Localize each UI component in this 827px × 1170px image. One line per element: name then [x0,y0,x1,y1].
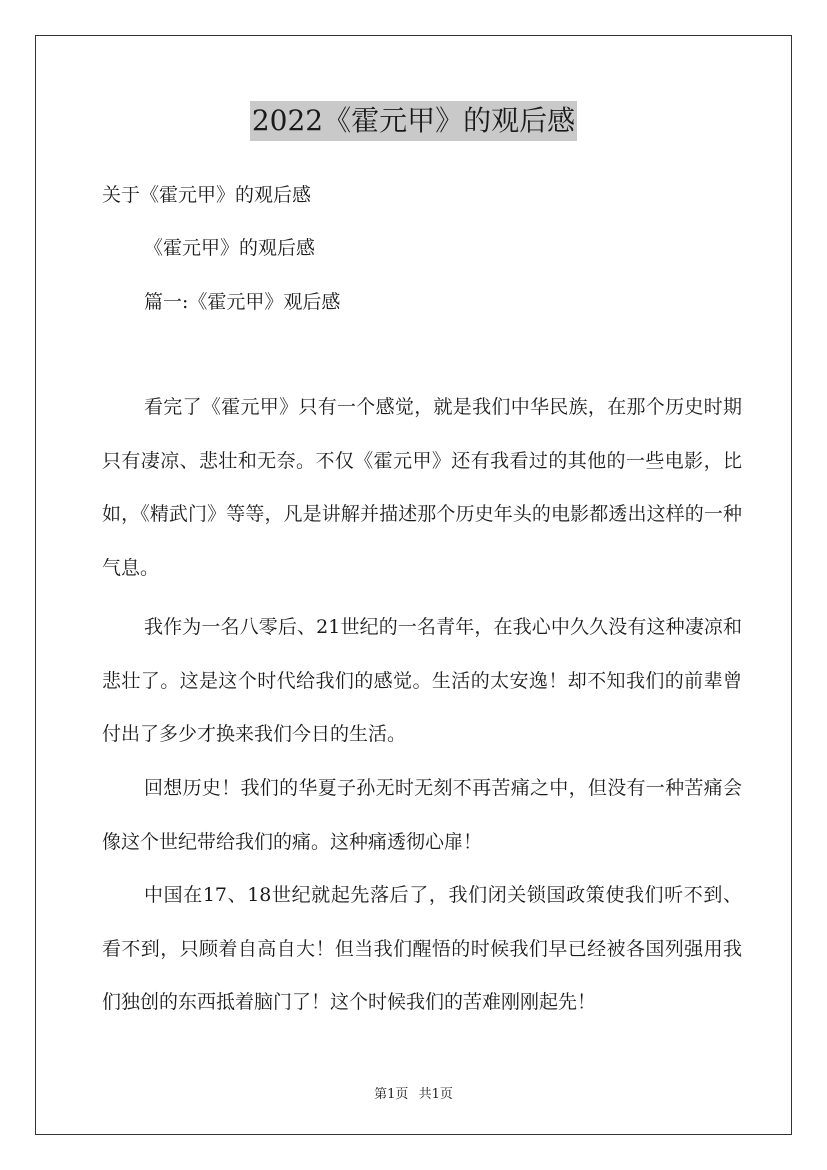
page-number: 第1页 [374,1087,409,1102]
title-container [0,101,827,141]
paragraph-4: 中国在17、18世纪就起先落后了，我们闭关锁国政策使我们听不到、看不到，只顾着自高自大！但当我们醒悟的时候我们早已经被各国列强用我们独创的东西抵着脑门了！这个时候我们的苦难刚刚起先！ [102,884,742,1013]
paragraph-3: 回想历史！我们的华夏子孙无时无刻不再苦痛之中，但没有一种苦痛会像这个世纪带给我们的痛。这种痛透彻心扉！ [102,777,742,853]
intro-line-2: 《霍元甲》的观后感 [144,237,316,259]
intro-line-1: 关于《霍元甲》的观后感 [102,184,312,206]
document-title: 2022《霍元甲》的观后感 [250,101,577,141]
section-heading: 篇一:《霍元甲》观后感 [144,291,341,313]
paragraph-1: 看完了《霍元甲》只有一个感觉，就是我们中华民族，在那个历史时期只有凄凉、悲壮和无奈。不仅《霍元甲》还有我看过的其他的一些电影，比如，《精武门》等等，凡是讲解并描述那个历史年头的电影都透出这样的一种气息。 [102,396,742,579]
page-footer [0,1083,827,1102]
page-total: 共1页 [418,1087,453,1102]
paragraph-2: 我作为一名八零后、21世纪的一名青年，在我心中久久没有这种凄凉和悲壮了。这是这个时代给我们的感觉。生活的太安逸！却不知我们的前辈曾付出了多少才换来我们今日的生活。 [102,616,742,745]
